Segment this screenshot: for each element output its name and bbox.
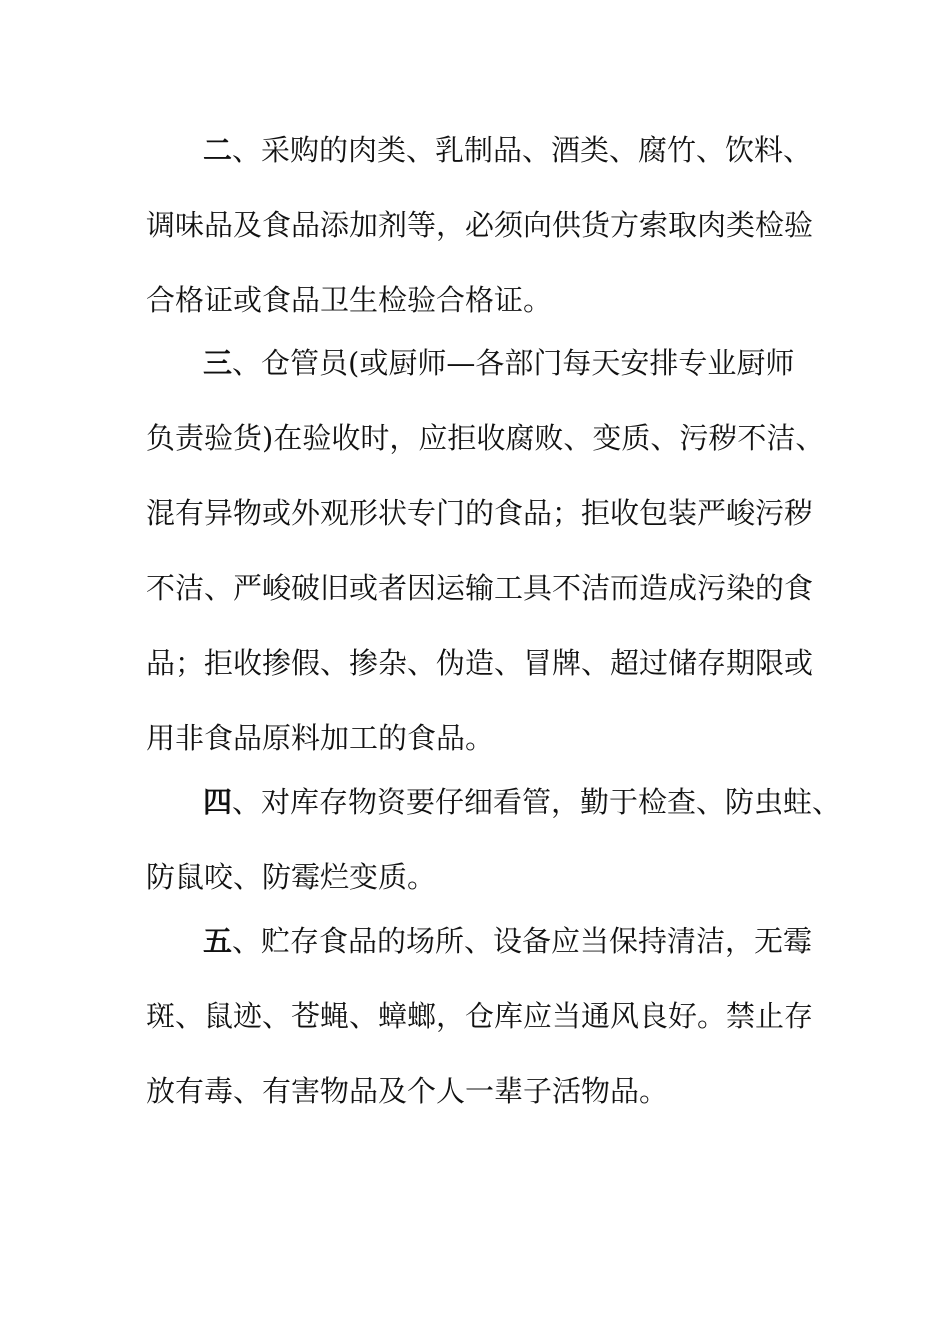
paragraph-line: 品；拒收掺假、掺杂、伪造、冒牌、超过储存期限或 xyxy=(146,646,814,680)
paragraph-line xyxy=(203,343,794,383)
paragraph-line xyxy=(203,130,812,170)
line-text: 、贮存食品的场所、设备应当保持清洁，无霉 xyxy=(232,924,813,958)
section-number: 四 xyxy=(203,785,233,819)
paragraph-line: 防鼠咬、防霉烂变质。 xyxy=(146,860,437,894)
paragraph-line: 混有异物或外观形状专门的食品；拒收包装严峻污秽 xyxy=(146,496,814,530)
section-number: 五 xyxy=(203,924,233,958)
section-number: 二 xyxy=(203,133,233,167)
paragraph-line xyxy=(203,782,841,822)
paragraph-line: 合格证或食品卫生检验合格证。 xyxy=(146,283,553,317)
paragraph-line: 放有毒、有害物品及个人一辈子活物品。 xyxy=(146,1074,669,1108)
paragraph-line: 斑、鼠迹、苍蝇、蟑螂，仓库应当通风良好。禁止存 xyxy=(146,999,814,1033)
line-text: 、采购的肉类、乳制品、酒类、腐竹、饮料、 xyxy=(232,133,813,167)
section-number: 三 xyxy=(203,346,233,380)
paragraph-line: 调味品及食品添加剂等，必须向供货方索取肉类检验 xyxy=(146,208,814,242)
paragraph-line: 不洁、严峻破旧或者因运输工具不洁而造成污染的食 xyxy=(146,571,814,605)
paragraph-line: 用非食品原料加工的食品。 xyxy=(146,721,495,755)
line-text: 、对库存物资要仔细看管，勤于检查、防虫蛀、 xyxy=(232,785,842,819)
paragraph-line xyxy=(203,921,812,961)
paragraph-line: 负责验货)在验收时，应拒收腐败、变质、污秽不洁、 xyxy=(146,421,825,455)
line-text: 、仓管员(或厨师—各部门每天安排专业厨师 xyxy=(232,346,795,380)
